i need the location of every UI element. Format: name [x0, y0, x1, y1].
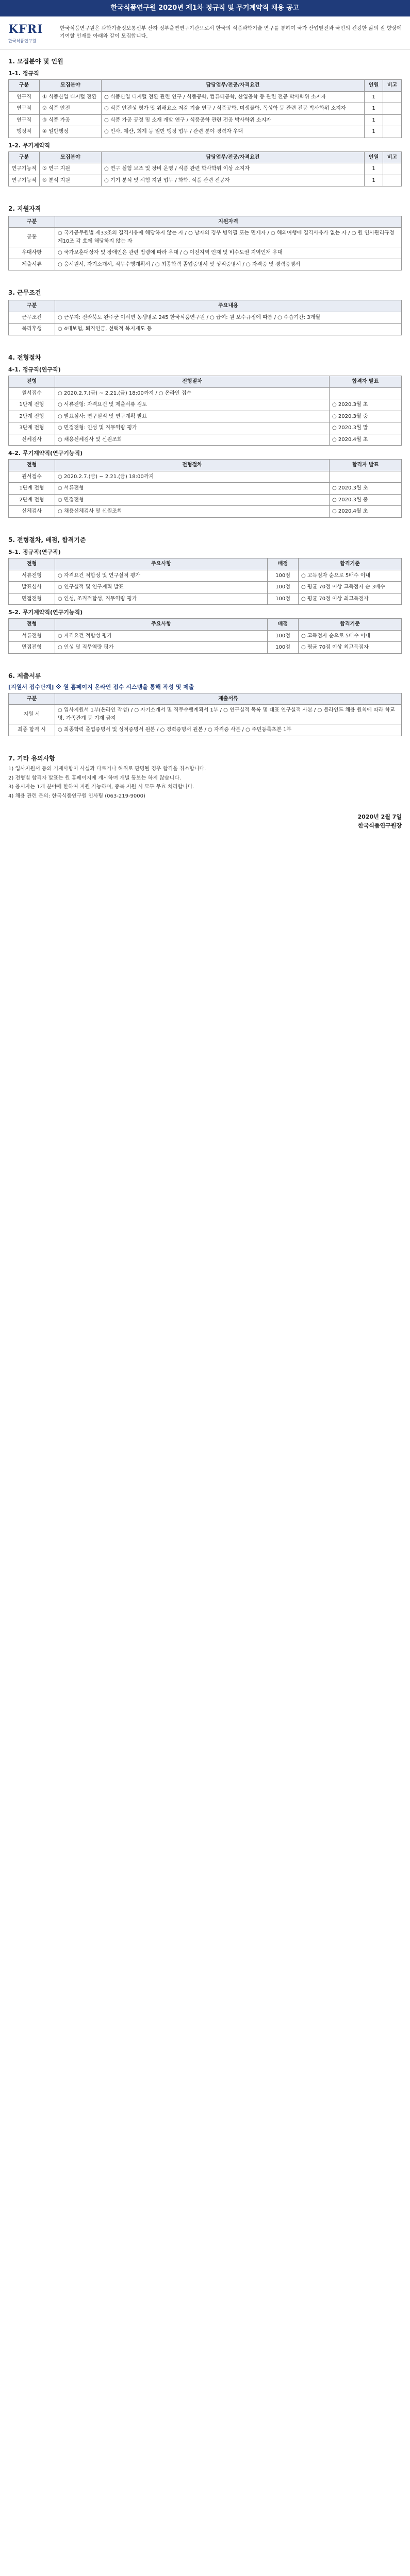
section-6-lead: [지원서 접수단계] ※ 원 홈페이지 온라인 접수 시스템을 통해 작성 및 제출	[8, 684, 194, 691]
cell: ○ 인성, 조직적합성, 직무역량 평가	[55, 593, 268, 605]
section-4-2-title: 4-2. 무기계약직(연구기능직)	[8, 450, 83, 457]
col-process: 전형절차	[55, 376, 330, 388]
section-1-1-title: 1-1. 정규직	[8, 70, 39, 77]
col-stage: 전형	[9, 376, 55, 388]
work-conditions-table	[8, 300, 402, 335]
cell: 공통	[9, 228, 55, 247]
note-item: 4) 채용 관련 문의: 한국식품연구원 인사팀 (063-219-9000)	[8, 793, 145, 799]
cell: 최종 합격 시	[9, 724, 55, 736]
col-type: 구분	[9, 693, 55, 705]
cell: ○ 서류전형	[55, 483, 330, 495]
cell: ○ 평균 70점 이상 최고득점자	[299, 642, 402, 654]
intro-text: 한국식품연구원은 과학기술정보통신부 산하 정부출연연구기관으로서 한국의 식품과학기술 연구를 통하여 국가 산업발전과 국민의 건강한 삶의 질 향상에 기여할 인재를 아래와 같이 모집합니다.	[60, 25, 402, 40]
table-row	[9, 114, 402, 126]
col-main: 주요사항	[55, 619, 268, 631]
table-row	[9, 434, 402, 446]
col-count: 인원	[365, 151, 383, 163]
cell: 2단계 전형	[9, 411, 55, 422]
table-row	[9, 642, 402, 654]
documents-table	[8, 693, 402, 736]
scoring-table-regular	[8, 558, 402, 605]
section-6-title: 6. 제출서류	[8, 672, 41, 680]
table-row	[9, 91, 402, 103]
section-5-title: 5. 전형절차, 배점, 합격기준	[8, 536, 86, 544]
col-field: 모집분야	[40, 80, 102, 92]
cell: ○ 2020.4월 초	[330, 434, 402, 446]
footer	[0, 804, 410, 838]
section-6	[0, 664, 410, 739]
cell: 면접전형	[9, 593, 55, 605]
section-3	[0, 281, 410, 338]
cell: 신체검사	[9, 434, 55, 446]
cell: ○ 2020.2.7.(금) ~ 2.21.(금) 18:00까지	[55, 471, 330, 483]
cell: ○ 자격요건 적합성 평가	[55, 630, 268, 642]
cell: ○ 발표심사: 연구실적 및 연구계획 발표	[55, 411, 330, 422]
table-row	[9, 705, 402, 724]
cell: ⑥ 분석 지원	[40, 175, 102, 187]
cell: 면접전형	[9, 642, 55, 654]
cell: ○ 식품산업 디지털 전환 관련 연구 / 식품공학, 컴퓨터공학, 산업공학 등 관련 전공 박사학위 소지자	[102, 91, 365, 103]
table-row	[9, 483, 402, 495]
kfri-logo	[8, 21, 55, 44]
cell: ○ 평균 70점 이상 최고득점자	[299, 593, 402, 605]
cell: ○ 국가보훈대상자 및 장애인은 관련 법령에 따라 우대 / ○ 이전지역 인재 및 비수도권 지역인재 우대	[55, 247, 402, 259]
table-row	[9, 228, 402, 247]
cell: ○ 국가공무원법 제33조의 결격사유에 해당하지 않는 자 / ○ 남자의 경우 병역필 또는 면제자 / ○ 해외여행에 결격사유가 없는 자 / ○ 원 인사관리규정 제10조 각 호에 해당하지 않는 자	[55, 228, 402, 247]
table-row	[9, 324, 402, 335]
cell: ○ 채용신체검사 및 신원조회	[55, 434, 330, 446]
cell: 연구기능직	[9, 175, 40, 187]
col-count: 인원	[365, 80, 383, 92]
footer-org: 한국식품연구원장	[357, 822, 402, 829]
cell: 1	[365, 91, 383, 103]
note-item: 1) 입사지원서 등의 기재사항이 사실과 다르거나 허위로 판명될 경우 합격을 취소합니다.	[8, 766, 206, 772]
col-process: 전형절차	[55, 460, 330, 471]
cell: 연구직	[9, 103, 40, 115]
table-row	[9, 126, 402, 138]
col-main: 주요사항	[55, 558, 268, 570]
table-row	[9, 103, 402, 115]
cell: 1	[365, 126, 383, 138]
table-row	[9, 494, 402, 506]
section-5	[0, 528, 410, 657]
table-row	[9, 175, 402, 187]
logo-sub: 한국식품연구원	[8, 39, 37, 44]
section-1-title: 1. 모집분야 및 인원	[8, 57, 63, 65]
col-announce: 합격자 발표	[330, 460, 402, 471]
logo-mark: KFRI	[8, 23, 43, 37]
table-row	[9, 411, 402, 422]
cell: ○ 근무지: 전라북도 완주군 이서면 농생명로 245 한국식품연구원 / ○ 급여: 원 보수규정에 따름 / ○ 수습기간: 3개월	[55, 312, 402, 324]
cell: 100점	[268, 630, 299, 642]
table-row	[9, 422, 402, 434]
cell: ○ 기기 분석 및 시험 지원 업무 / 화학, 식품 관련 전공자	[102, 175, 365, 187]
col-content: 주요내용	[55, 300, 402, 312]
cell: 복리후생	[9, 324, 55, 335]
table-row	[9, 724, 402, 736]
cell: 3단계 전형	[9, 422, 55, 434]
cell: 100점	[268, 642, 299, 654]
section-5-1-title: 5-1. 정규직(연구직)	[8, 549, 61, 556]
col-qualification: 지원자격	[55, 216, 402, 228]
table-row	[9, 387, 402, 399]
cell: 발표심사	[9, 582, 55, 594]
col-announce: 합격자 발표	[330, 376, 402, 388]
col-stage: 전형	[9, 460, 55, 471]
cell: 연구기능직	[9, 163, 40, 175]
col-duty: 담당업무/전공/자격요건	[102, 151, 365, 163]
qualification-table	[8, 216, 402, 271]
cell: ○ 인사, 예산, 회계 등 일반 행정 업무 / 관련 분야 경력자 우대	[102, 126, 365, 138]
footer-date: 2020년 2월 7일	[357, 814, 402, 821]
cell: 신체검사	[9, 506, 55, 518]
cell	[383, 126, 402, 138]
contract-position-table	[8, 151, 402, 187]
cell: 100점	[268, 570, 299, 582]
col-stage: 전형	[9, 619, 55, 631]
table-row	[9, 312, 402, 324]
table-row	[9, 399, 402, 411]
cell: ○ 입사지원서 1부(온라인 작성) / ○ 자기소개서 및 직무수행계획서 1부 / ○ 연구실적 목록 및 대표 연구실적 사본 / ○ 블라인드 채용 원칙에 따라 학교명, 가족관계 등 기재 금지	[55, 705, 402, 724]
col-type: 구분	[9, 80, 40, 92]
recruitment-notice	[0, 0, 410, 859]
cell: 1	[365, 175, 383, 187]
cell: 근무조건	[9, 312, 55, 324]
regular-position-table	[8, 79, 402, 138]
cell: ○ 인성 및 직무역량 평가	[55, 642, 268, 654]
section-4-1-title: 4-1. 정규직(연구직)	[8, 366, 61, 374]
notice-title: 한국식품연구원 2020년 제1차 정규직 및 무기계약직 채용 공고	[0, 0, 410, 16]
cell: ○ 2020.4월 초	[330, 506, 402, 518]
cell	[383, 163, 402, 175]
scoring-table-contract	[8, 618, 402, 654]
cell: 지원 시	[9, 705, 55, 724]
cell: 1단계 전형	[9, 399, 55, 411]
cell: ○ 자격요건 적합성 및 연구실적 평가	[55, 570, 268, 582]
cell: 제출서류	[9, 259, 55, 270]
table-row	[9, 247, 402, 259]
cell: ○ 고득점자 순으로 5배수 이내	[299, 570, 402, 582]
cell	[383, 175, 402, 187]
col-score: 배점	[268, 619, 299, 631]
section-7	[0, 747, 410, 805]
section-3-title: 3. 근무조건	[8, 289, 41, 297]
cell: ○ 면접전형: 인성 및 직무역량 평가	[55, 422, 330, 434]
section-2	[0, 197, 410, 274]
col-note: 비고	[383, 80, 402, 92]
cell: 서류전형	[9, 630, 55, 642]
cell: 1	[365, 103, 383, 115]
section-5-2-title: 5-2. 무기계약직(연구기능직)	[8, 609, 83, 616]
col-pass: 합격기준	[299, 619, 402, 631]
col-note: 비고	[383, 151, 402, 163]
cell: 서류전형	[9, 570, 55, 582]
section-1	[0, 49, 410, 190]
table-row	[9, 471, 402, 483]
cell: 연구직	[9, 114, 40, 126]
cell	[330, 387, 402, 399]
cell: 원서접수	[9, 387, 55, 399]
process-table-contract	[8, 459, 402, 518]
cell: 100점	[268, 582, 299, 594]
cell: ○ 평균 70점 이상 고득점자 순 3배수	[299, 582, 402, 594]
table-row	[9, 582, 402, 594]
cell: ④ 일반행정	[40, 126, 102, 138]
cell: 행정직	[9, 126, 40, 138]
cell: ○ 2020.3월 말	[330, 422, 402, 434]
table-row	[9, 163, 402, 175]
section-4	[0, 346, 410, 521]
table-row	[9, 630, 402, 642]
cell: ○ 서류전형: 자격요건 및 제출서류 검토	[55, 399, 330, 411]
col-type: 구분	[9, 300, 55, 312]
table-row	[9, 259, 402, 270]
col-field: 모집분야	[40, 151, 102, 163]
col-score: 배점	[268, 558, 299, 570]
col-type: 구분	[9, 216, 55, 228]
section-4-title: 4. 전형절차	[8, 353, 41, 361]
cell: ○ 고득점자 순으로 5배수 이내	[299, 630, 402, 642]
table-row	[9, 593, 402, 605]
note-item: 3) 응시자는 1개 분야에 한하여 지원 가능하며, 중복 지원 시 모두 무효 처리합니다.	[8, 784, 194, 790]
col-duty: 담당업무/전공/자격요건	[102, 80, 365, 92]
cell: 원서접수	[9, 471, 55, 483]
cell: ○ 2020.3월 초	[330, 399, 402, 411]
table-row	[9, 506, 402, 518]
cell	[330, 471, 402, 483]
table-row	[9, 570, 402, 582]
cell: ○ 최종학력 졸업증명서 및 성적증명서 원본 / ○ 경력증명서 원본 / ○ 자격증 사본 / ○ 주민등록초본 1부	[55, 724, 402, 736]
col-type: 구분	[9, 151, 40, 163]
process-table-regular	[8, 376, 402, 446]
cell: ⑤ 연구 지원	[40, 163, 102, 175]
cell: ○ 채용신체검사 및 신원조회	[55, 506, 330, 518]
cell: ① 식품산업 디지털 전환	[40, 91, 102, 103]
cell: 1	[365, 114, 383, 126]
cell: ② 식품 안전	[40, 103, 102, 115]
note-item: 2) 전형별 합격자 발표는 원 홈페이지에 게시하며 개별 통보는 하지 않습니다.	[8, 775, 182, 781]
cell: ○ 2020.2.7.(금) ~ 2.21.(금) 18:00까지 / ○ 온라인 접수	[55, 387, 330, 399]
cell	[383, 103, 402, 115]
cell	[383, 91, 402, 103]
cell: 1단계 전형	[9, 483, 55, 495]
cell: ○ 2020.3월 중	[330, 411, 402, 422]
col-stage: 전형	[9, 558, 55, 570]
cell: ○ 4대보험, 퇴직연금, 선택적 복지제도 등	[55, 324, 402, 335]
cell: 우대사항	[9, 247, 55, 259]
cell: ○ 연구 실험 보조 및 장비 운영 / 식품 관련 학사학위 이상 소지자	[102, 163, 365, 175]
cell: ○ 면접전형	[55, 494, 330, 506]
cell: ○ 2020.3월 중	[330, 494, 402, 506]
cell	[383, 114, 402, 126]
cell: 100점	[268, 593, 299, 605]
cell: 1	[365, 163, 383, 175]
cell: ③ 식품 가공	[40, 114, 102, 126]
cell: 2단계 전형	[9, 494, 55, 506]
cell: ○ 연구실적 및 연구계획 발표	[55, 582, 268, 594]
cell: ○ 식품 가공 공정 및 소재 개발 연구 / 식품공학 관련 전공 박사학위 소지자	[102, 114, 365, 126]
section-7-title: 7. 기타 유의사항	[8, 754, 55, 762]
header	[0, 16, 410, 49]
cell: 연구직	[9, 91, 40, 103]
cell: ○ 식품 안전성 평가 및 위해요소 저감 기술 연구 / 식품공학, 미생물학, 독성학 등 관련 전공 박사학위 소지자	[102, 103, 365, 115]
cell: ○ 2020.3월 초	[330, 483, 402, 495]
col-documents: 제출서류	[55, 693, 402, 705]
cell: ○ 응시원서, 자기소개서, 직무수행계획서 / ○ 최종학력 졸업증명서 및 성적증명서 / ○ 자격증 및 경력증명서	[55, 259, 402, 270]
col-pass: 합격기준	[299, 558, 402, 570]
section-1-2-title: 1-2. 무기계약직	[8, 142, 51, 149]
section-2-title: 2. 지원자격	[8, 205, 41, 213]
